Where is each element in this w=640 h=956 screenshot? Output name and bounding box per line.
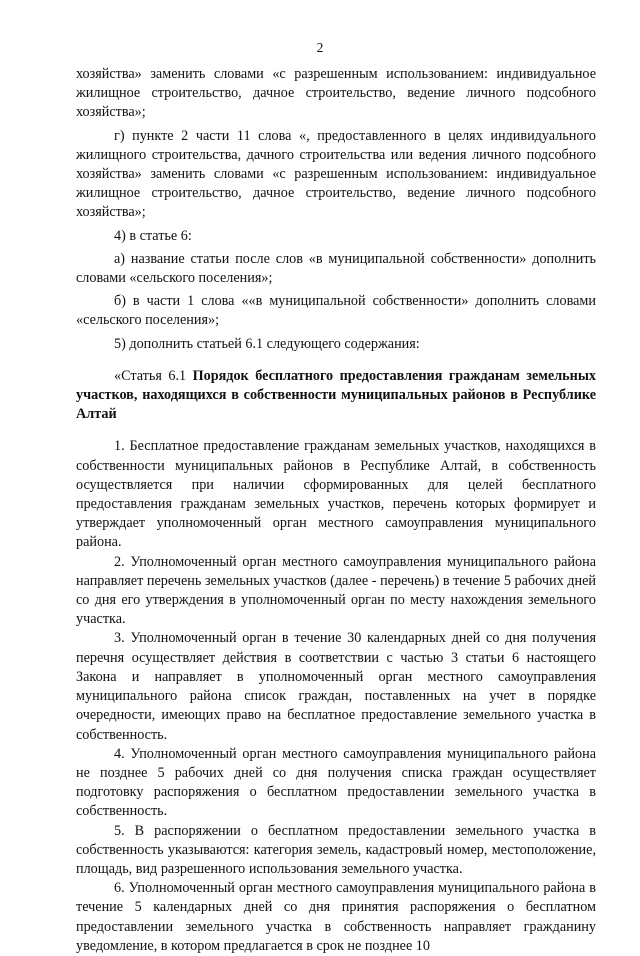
- article-clause-6: 6. Уполномоченный орган местного самоуправления муниципального района в течение 5 календарных дней со дня принятия распоряжения о бесплатном предоставлении земельного участка в собственность направляет гражданину уведомление, в котором предлагается в срок не позднее 10: [76, 880, 596, 954]
- paragraph-subitem-a: а) название статьи после слов «в муниципальной собственности» дополнить словами «сельского поселения»;: [76, 250, 596, 287]
- article-clause-1: 1. Бесплатное предоставление гражданам земельных участков, находящихся в собственности муниципальных районов в Республике Алтай, в собственность осуществляется при наличии сформированных для целей бесплатного предоставления гражданам земельных участков, перечень которых формирует и утверждает уполномоченный орган местного самоуправления муниципального района.: [76, 438, 596, 551]
- article-clause-5: 5. В распоряжении о бесплатном предоставлении земельного участка в собственность указываются: категория земель, кадастровый номер, местоположение, площадь, вид разрешенного использования земельного участка.: [76, 822, 596, 877]
- paragraph-item-4: 4) в статье 6:: [114, 227, 192, 244]
- page-number: 2: [316, 40, 324, 55]
- article-title: Порядок бесплатного предоставления гражданам земельных участков, находящихся в собственности муниципальных районов в Республике Алтай: [76, 367, 597, 423]
- paragraph-continuation: хозяйства» заменить словами «с разрешенным использованием: индивидуальное жилищное строительство, дачное строительство, ведение личного подсобного хозяйства»;: [76, 66, 596, 121]
- article-heading: [76, 367, 596, 425]
- article-clause-3: 3. Уполномоченный орган в течение 30 календарных дней со дня получения перечня осуществляет действия в соответствии с частью 3 статьи 6 настоящего Закона и направляет в уполномоченный орган местного самоуправления муниципального района список граждан, поставленных на учет в порядке очередности, имеющих право на бесплатное предоставление земельного участка в собственность.: [76, 630, 596, 743]
- article-prefix: «Статья 6.1: [114, 367, 187, 384]
- paragraph-subitem-g: г) пункте 2 части 11 слова «, предоставленного в целях индивидуального жилищного строительства, дачного строительства или ведения личного подсобного хозяйства» заменить словами «с разрешенным использованием: индивидуальное жилищное строительство, дачное строительство, ведение личного подсобного хозяйства»;: [76, 127, 596, 221]
- article-clause-4: 4. Уполномоченный орган местного самоуправления муниципального района не позднее 5 рабочих дней со дня получения списка граждан осуществляет подготовку распоряжения о бесплатном предоставлении земельного участка в собственность.: [76, 745, 596, 820]
- article-clause-2: 2. Уполномоченный орган местного самоуправления муниципального района направляет перечень земельных участков (далее - перечень) в течение 5 рабочих дней со дня его утверждения в уполномоченный орган по месту нахождения земельного участка.: [76, 553, 596, 628]
- document-body: [76, 65, 596, 956]
- paragraph-subitem-b: б) в части 1 слова ««в муниципальной собственности» дополнить словами «сельского поселения»;: [76, 293, 596, 329]
- paragraph-item-5: 5) дополнить статьей 6.1 следующего содержания:: [114, 335, 420, 352]
